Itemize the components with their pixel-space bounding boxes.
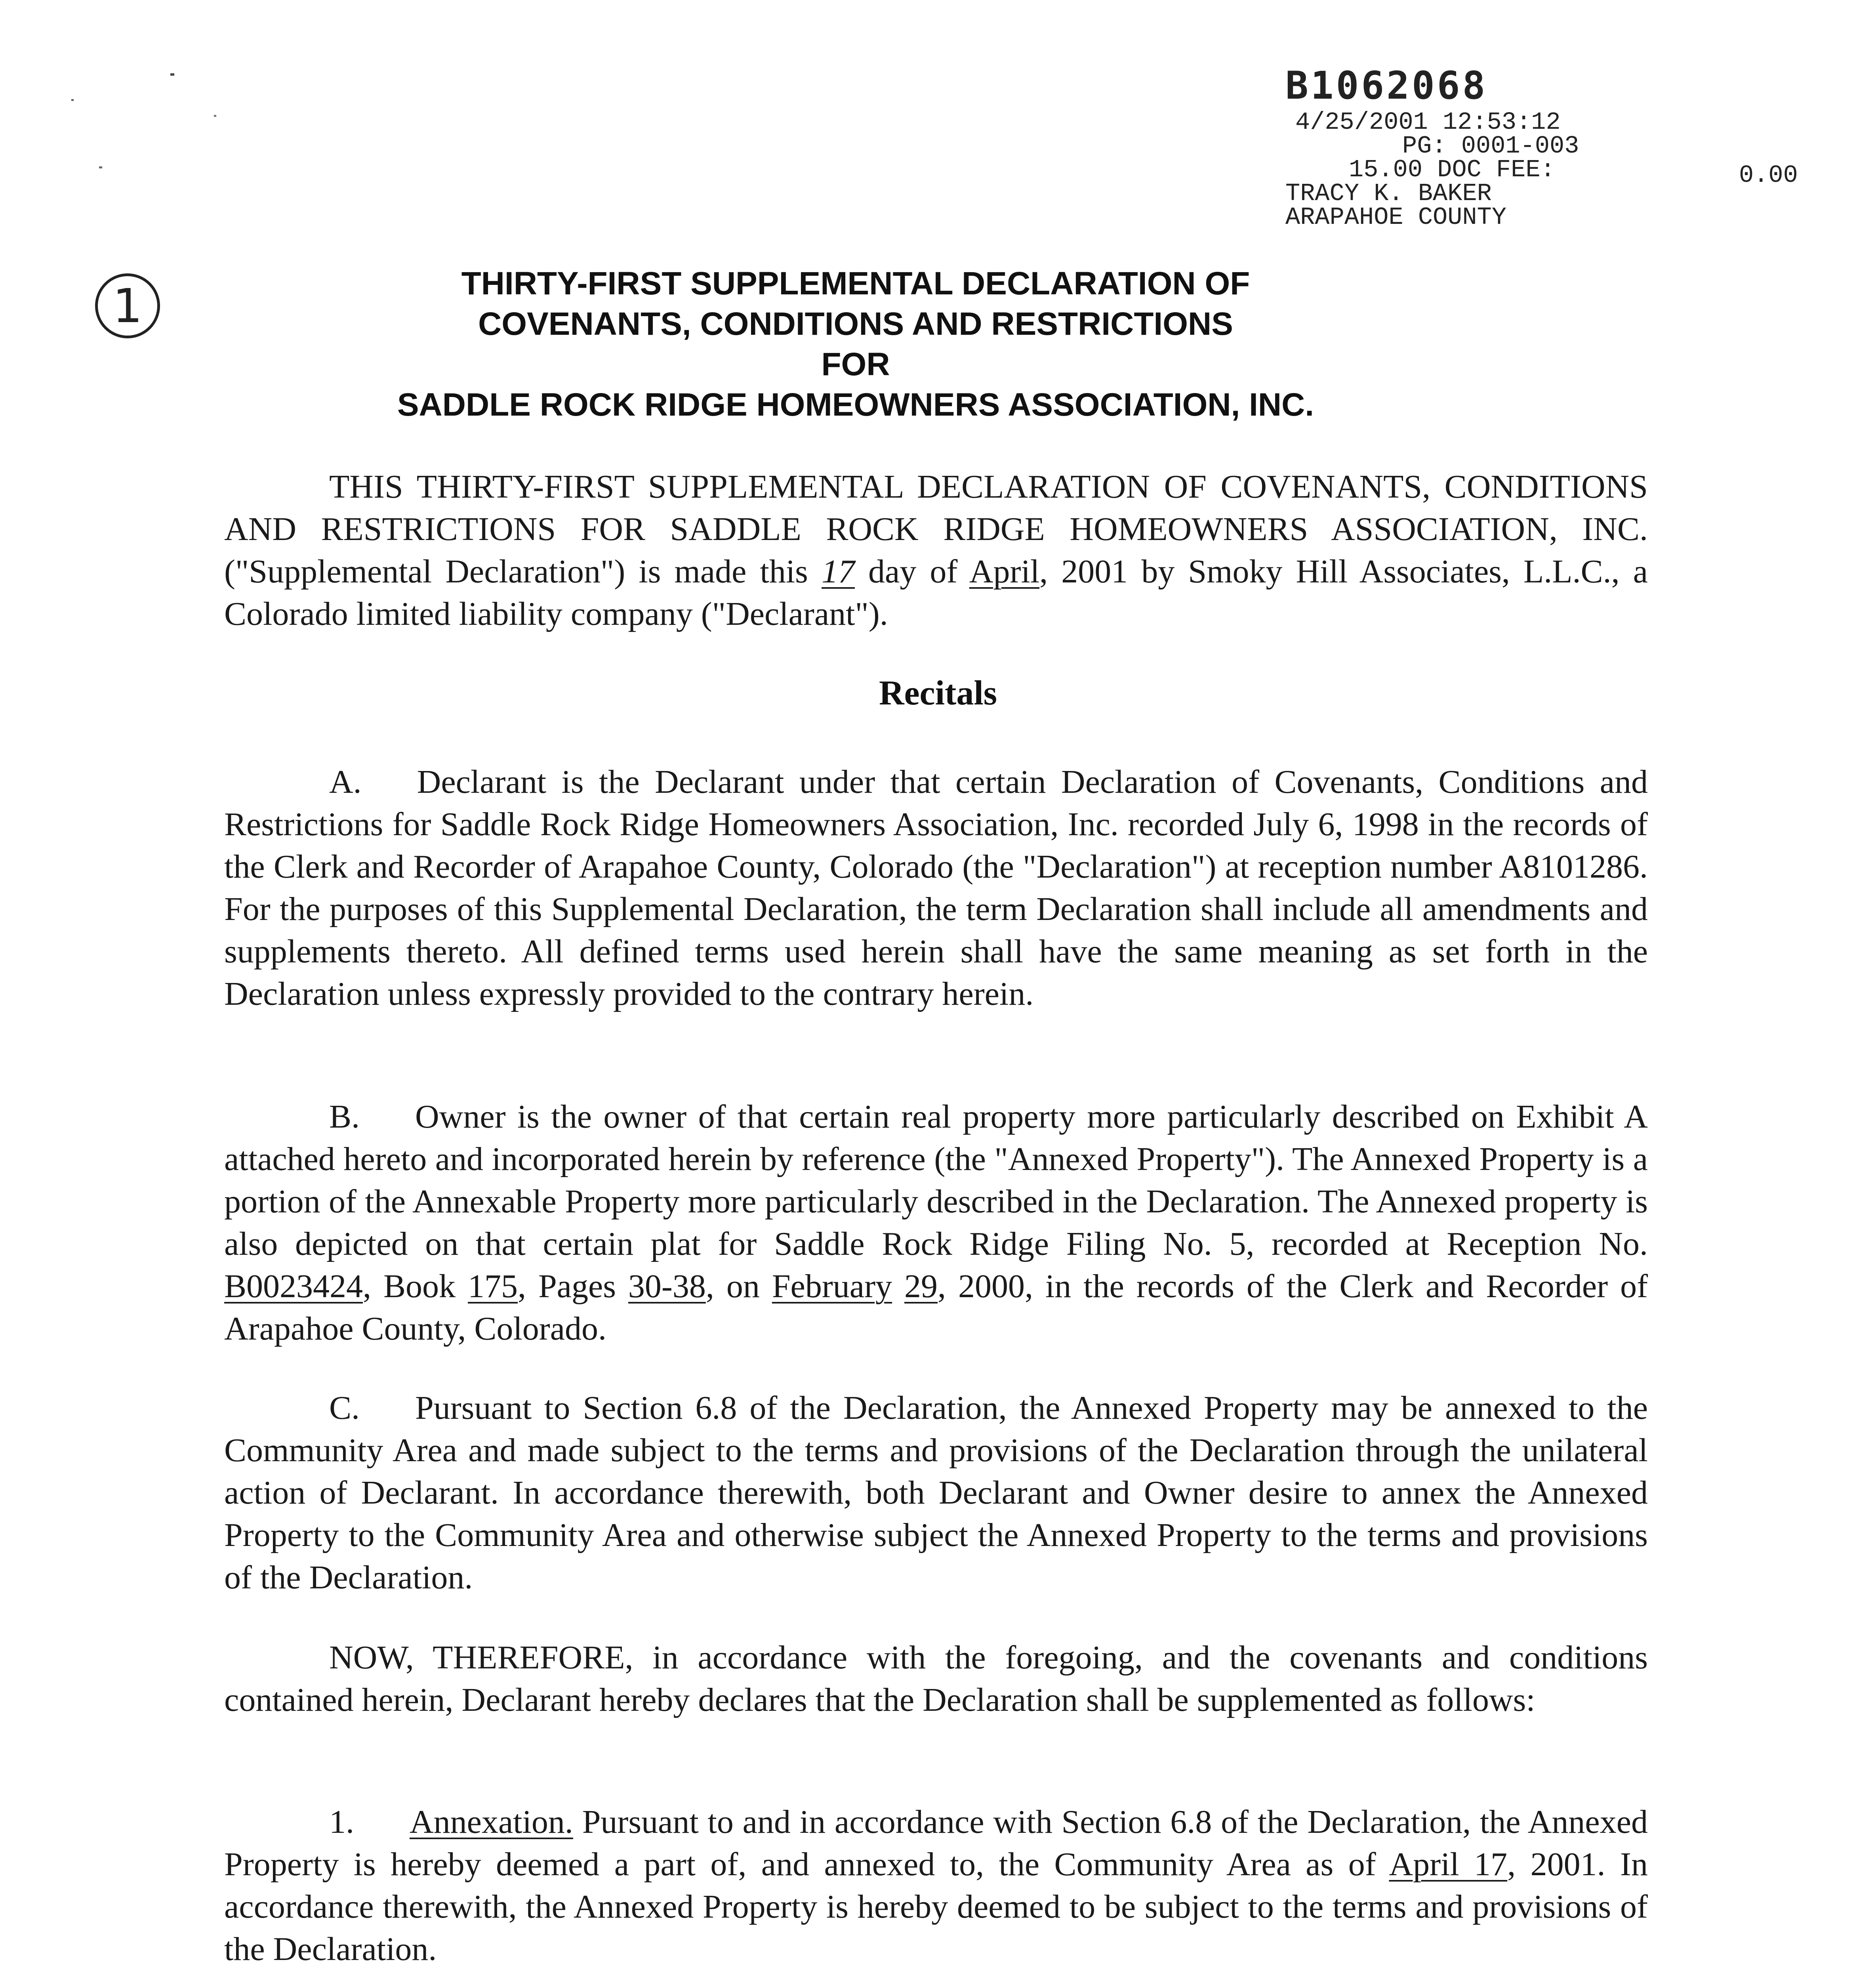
section-1-text-end: , 2001. In accordance therewith, the Annexed Property is hereby deemed to be subject to the terms and provisions of the Declaration. xyxy=(224,1846,1648,1968)
section-1-date: April 17 xyxy=(1389,1846,1508,1883)
intro-month: April xyxy=(969,553,1040,590)
recitals-heading: Recitals xyxy=(879,674,997,712)
recital-a-label: A. xyxy=(329,763,362,800)
recording-clerk: TRACY K. BAKER xyxy=(1285,179,1492,208)
recording-datetime: 4/25/2001 12:53:12 xyxy=(1295,108,1561,136)
intro-text-end: , 2001 by Smoky Hill Associates, L.L.C., a Colorado limited liability company ("Declarant"). xyxy=(224,553,1648,632)
recital-c xyxy=(224,1387,1648,1599)
recital-a xyxy=(224,761,1648,1015)
section-1-label: 1. xyxy=(329,1804,354,1840)
recording-fee-line: 15.00 DOC FEE: xyxy=(1349,156,1555,184)
recital-b-reception: B0023424 xyxy=(224,1268,363,1305)
document-title-line-3: FOR xyxy=(821,346,890,382)
recital-b-label: B. xyxy=(329,1098,360,1135)
recital-b xyxy=(224,1095,1648,1350)
intro-day-of: day of xyxy=(868,553,958,590)
section-1-text: Pursuant to and in accordance with Section 6.8 of the Declaration, the Annexed Property is hereby deemed a part of, and annexed to, the Community Area as of xyxy=(224,1804,1648,1883)
recital-c-label: C. xyxy=(329,1389,360,1426)
recording-doc-fee: 0.00 xyxy=(1739,161,1798,189)
recital-b-pages-text: , Pages xyxy=(518,1268,616,1305)
recital-b-book-text: , Book xyxy=(363,1268,456,1305)
scan-speck xyxy=(99,166,102,168)
recital-b-on-text: , on xyxy=(705,1268,760,1305)
section-1-heading: Annexation. xyxy=(410,1804,573,1840)
circled-page-number: 1 xyxy=(95,273,160,338)
recital-b-day: 29 xyxy=(904,1268,938,1305)
recording-page: PG: 0001-003 xyxy=(1402,132,1579,160)
scan-speck xyxy=(71,99,74,101)
document-title-line-4: SADDLE ROCK RIDGE HOMEOWNERS ASSOCIATION, INC. xyxy=(397,387,1314,423)
section-1-annexation xyxy=(224,1801,1648,1970)
document-title-line-2: COVENANTS, CONDITIONS AND RESTRICTIONS xyxy=(478,306,1233,342)
intro-text: THIS THIRTY-FIRST SUPPLEMENTAL DECLARATION OF COVENANTS, CONDITIONS AND RESTRICTIONS FOR SADDLE ROCK RIDGE HOMEOWNERS ASSOCIATION, INC. ("Supplemental Declaration") is made this xyxy=(224,468,1648,590)
intro-day: 17 xyxy=(821,553,855,590)
recital-a-text: Declarant is the Declarant under that certain Declaration of Covenants, Conditions and Restrictions for Saddle Rock Ridge Homeowners Association, Inc. recorded July 6, 1998 in the records of the Clerk and Recorder of Arapahoe County, Colorado (the "Declaration") at reception number A8101286. For the purposes of this Supplemental Declaration, the term Declaration shall include all amendments and supplements thereto. All defined terms used herein shall have the same meaning as set forth in the Declaration unless expressly provided to the contrary herein. xyxy=(224,763,1648,1012)
now-therefore-text: NOW, THEREFORE, in accordance with the foregoing, and the covenants and conditions contained herein, Declarant hereby declares that the Declaration shall be supplemented as follows: xyxy=(224,1639,1648,1718)
document-title-line-1: THIRTY-FIRST SUPPLEMENTAL DECLARATION OF xyxy=(461,265,1250,302)
intro-paragraph xyxy=(224,466,1648,635)
recital-b-book: 175 xyxy=(468,1268,518,1305)
recital-b-text-end: , 2000, in the records of the Clerk and Recorder of Arapahoe County, Colorado. xyxy=(224,1268,1648,1347)
recital-b-month: February xyxy=(772,1268,892,1305)
recording-book-number: B1062068 xyxy=(1285,63,1488,108)
now-therefore-paragraph xyxy=(224,1636,1648,1721)
scan-speck xyxy=(170,73,174,76)
recital-b-text: Owner is the owner of that certain real property more particularly described on Exhibit A attached hereto and incorporated herein by reference (the "Annexed Property"). The Annexed Property is a portion of the Annexable Property more particularly described in the Declaration. The Annexed property is also depicted on that certain plat for Saddle Rock Ridge Filing No. 5, recorded at Reception No. xyxy=(224,1098,1648,1262)
recital-b-pages: 30-38 xyxy=(628,1268,706,1305)
scan-speck xyxy=(214,115,216,117)
recital-c-text: Pursuant to Section 6.8 of the Declaration, the Annexed Property may be annexed to the Community Area and made subject to the terms and provisions of the Declaration through the unilateral action of Declarant. In accordance therewith, both Declarant and Owner desire to annex the Annexed Property to the Community Area and otherwise subject the Annexed Property to the terms and provisions of the Declaration. xyxy=(224,1389,1648,1596)
recording-county: ARAPAHOE COUNTY xyxy=(1285,203,1507,231)
